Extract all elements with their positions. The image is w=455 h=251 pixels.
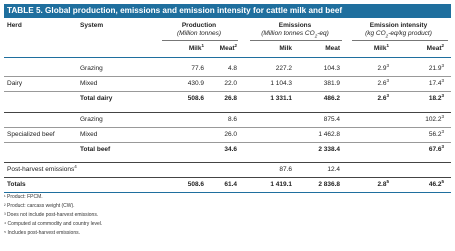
footnote: ³ Does not include post-harvest emissions. [4, 212, 99, 218]
table-title: TABLE 5. Global production, emissions and emission intensity for cattle milk and beef [4, 4, 451, 18]
data-table [4, 19, 451, 193]
header-intensity-unit: (kg $CO_2-eq/kg$ product) [365, 30, 432, 39]
header-prod-milk: Milk$^1$ [188, 42, 204, 52]
emissions-rule [250, 40, 342, 41]
footnote: ² Product: carcass weight (CW). [4, 203, 75, 209]
footnote: ¹ Product: FPCM. [4, 194, 43, 200]
table-header [4, 19, 451, 58]
header-production: Production [181, 22, 217, 29]
footnote: ⁵ Includes post-harvest emissions. [4, 230, 80, 236]
table-row-grand-total: Totals 508.6 61.4 1 419.1 2 836.8 $2.8^5$ 46.2$^5$ [4, 177, 451, 193]
header-int-milk: Milk$^1$ [373, 42, 389, 52]
table-row-total: Total beef 34.6 2 338.4 67.6$^3$ [4, 142, 451, 157]
header-intensity: Emission intensity [369, 22, 428, 29]
table-row-total: Total dairy 508.6 26.8 1 331.1 486.2 $2.6^3$ 18.2$^3$ [4, 91, 451, 106]
intensity-rule [352, 40, 448, 41]
footnote: ⁴ Computed at commodity and country level. [4, 221, 103, 227]
header-herd: Herd [7, 22, 22, 29]
header-production-unit: (Million tonnes) [176, 30, 222, 37]
table-row: Grazing 8.6 875.4 102.2$^3$ [4, 112, 451, 127]
production-rule [162, 40, 238, 41]
header-emissions-unit: (Million tonnes $CO_2-eq$) [261, 30, 329, 39]
table-row: Specialized beef Mixed 26.0 1 462.8 56.2$^3$ [4, 127, 451, 142]
header-emis-milk: Milk [279, 45, 292, 52]
table-row: Dairy Mixed 430.9 22.0 1 104.3 381.9 $2.6^3$ 17.4$^3$ [4, 76, 451, 91]
header-int-meat: Meat$^2$ [426, 42, 444, 52]
header-prod-meat: Meat$^2$ [219, 42, 237, 52]
header-emis-meat: Meat [325, 45, 340, 52]
header-emissions: Emissions [278, 22, 312, 29]
table-row: Grazing 77.6 4.8 227.2 104.3 $2.9^3$ 21.9$^3$ [80, 62, 444, 72]
header-system: System [80, 22, 104, 29]
table-row: Post-harvest emissions$^4$ 87.6 12.4 [4, 162, 451, 177]
